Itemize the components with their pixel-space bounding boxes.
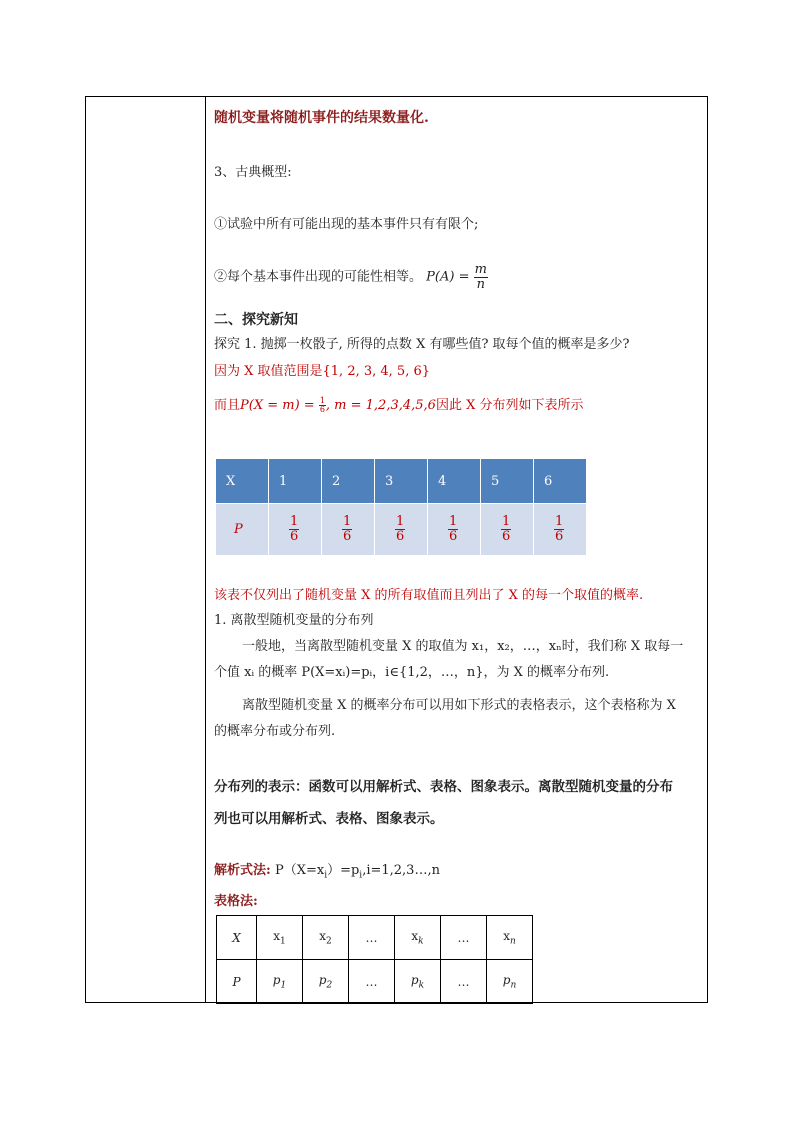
dice-head-cell: 4: [428, 459, 481, 504]
and-formula-rhs: , m = 1,2,3,4,5,6: [325, 398, 436, 413]
and-frac-num: 1: [319, 395, 325, 405]
dice-head-cell: 1: [269, 459, 322, 504]
dice-p-num: 1: [502, 514, 511, 530]
x-sub: 1: [280, 936, 286, 947]
dice-p-cell: [269, 504, 322, 556]
general-table-p-row: [217, 960, 533, 1004]
general-p-cell: …: [441, 960, 487, 1004]
p-var: p: [410, 972, 419, 987]
explore-question: 探究 1. 抛掷一枚骰子, 所得的点数 X 有哪些值? 取每个值的概率是多少?: [214, 337, 630, 352]
and-formula-lhs: P(X = m) =: [240, 398, 315, 413]
analytic-label: 解析式法:: [214, 863, 271, 878]
representation-line-2: 列也可以用解析式、表格、图象表示。: [214, 811, 444, 827]
p-sub: 2: [326, 980, 333, 991]
condition-1: ①试验中所有可能出现的基本事件只有有限个;: [214, 217, 479, 232]
general-p-cell: [303, 960, 349, 1004]
dice-p-frac: [289, 515, 299, 543]
lesson-frame: [85, 96, 708, 1003]
general-table-x-row: [217, 916, 533, 960]
dice-p-cell: [428, 504, 481, 556]
table-method-label: 表格法:: [214, 894, 258, 909]
left-column: [86, 97, 206, 1002]
dice-table-prob-row: [216, 504, 587, 556]
classical-heading: 3、古典概型:: [214, 165, 292, 180]
dice-p-frac: [395, 515, 405, 543]
dice-p-frac: [342, 515, 352, 543]
x-sub: n: [509, 936, 516, 947]
x-var: x: [319, 928, 327, 943]
formula-pa-den: n: [476, 276, 485, 292]
p-var: p: [318, 972, 327, 987]
dice-p-num: 1: [290, 514, 299, 530]
p-var: p: [272, 972, 281, 987]
general-x-cell: …: [441, 916, 487, 960]
dice-p-label: P: [216, 504, 269, 556]
dice-p-cell: [481, 504, 534, 556]
analytic-method-line: [214, 859, 440, 881]
analytic-formula: P（X=x: [274, 863, 325, 878]
dice-head-cell: 3: [375, 459, 428, 504]
p-sub: n: [510, 980, 517, 991]
p-sub: 1: [280, 980, 287, 991]
dice-p-cell: [322, 504, 375, 556]
and-frac-den: 6: [319, 405, 325, 414]
and-suffix: 因此 X 分布列如下表所示: [435, 398, 584, 413]
section-heading: 二、探究新知: [214, 312, 298, 328]
x-var: x: [273, 928, 281, 943]
dice-head-cell: 2: [322, 459, 375, 504]
analytic-sub2: i: [359, 870, 363, 881]
dice-distribution-table: [215, 458, 587, 556]
and-prefix: 而且: [214, 398, 241, 413]
x-var: x: [411, 928, 419, 943]
dice-p-frac: [501, 515, 511, 543]
general-x-cell: [257, 916, 303, 960]
dice-p-den: 6: [396, 529, 405, 544]
general-p-cell: [395, 960, 441, 1004]
general-distribution-table: [216, 915, 533, 1004]
definition-line-1: 一般地，当离散型随机变量 X 的取值为 x₁，x₂，…，xₙ时，我们称 X 取每一: [242, 639, 684, 654]
table-form-line-2: 的概率分布或分布列.: [214, 724, 336, 739]
definition-line-2: 个值 xᵢ 的概率 P(X=xᵢ)=pᵢ，i∈{1,2，…，n}，为 X 的概率分布列.: [214, 665, 610, 680]
dice-p-num: 1: [396, 514, 405, 530]
dice-p-cell: [375, 504, 428, 556]
formula-pa-lhs: P(A) =: [426, 269, 470, 285]
dice-p-num: 1: [343, 514, 352, 530]
dice-head-cell: 5: [481, 459, 534, 504]
value-range-line: 因为 X 取值范围是{1, 2, 3, 4, 5, 6}: [214, 364, 431, 379]
table-form-line-1: 离散型随机变量 X 的概率分布可以用如下形式的表格表示，这个表格称为 X: [242, 698, 676, 713]
dice-p-frac: [448, 515, 458, 543]
content-column: [214, 97, 702, 1002]
dice-table-header-row: [216, 459, 587, 504]
formula-pa-num: m: [474, 262, 487, 277]
dice-head-cell: X: [216, 459, 269, 504]
general-p-label: P: [217, 960, 257, 1004]
general-x-cell: [487, 916, 533, 960]
x-var: x: [503, 928, 510, 943]
general-p-cell: …: [349, 960, 395, 1004]
dice-p-cell: [534, 504, 587, 556]
p-sub: k: [418, 980, 425, 991]
dice-p-den: 6: [555, 529, 564, 544]
dice-p-den: 6: [449, 529, 458, 544]
x-sub: 2: [326, 936, 332, 947]
condition-2-text: ②每个基本事件出现的可能性相等。: [214, 269, 423, 285]
probability-line: [214, 394, 583, 414]
and-frac: [319, 397, 326, 415]
general-p-cell: [487, 960, 533, 1004]
dice-p-den: 6: [343, 529, 352, 544]
general-p-cell: [257, 960, 303, 1004]
formula-pa-frac: [474, 263, 488, 291]
dice-p-frac: [554, 515, 564, 543]
general-x-cell: …: [349, 916, 395, 960]
dice-p-den: 6: [290, 529, 299, 544]
dice-p-den: 6: [502, 529, 511, 544]
dice-head-cell: 6: [534, 459, 587, 504]
dice-p-num: 1: [555, 514, 564, 530]
general-x-cell: [395, 916, 441, 960]
general-x-cell: [303, 916, 349, 960]
analytic-tail: ,i=1,2,3…,n: [362, 863, 440, 878]
analytic-sub: i: [324, 870, 328, 881]
item-1-heading: 1. 离散型随机变量的分布列: [214, 613, 374, 628]
analytic-mid: ）=p: [327, 863, 360, 878]
p-var: p: [502, 972, 511, 987]
condition-2: [214, 263, 488, 291]
summary-line: 随机变量将随机事件的结果数量化.: [214, 110, 429, 126]
representation-line-1: 分布列的表示：函数可以用解析式、表格、图象表示。离散型随机变量的分布: [214, 779, 673, 795]
x-sub: k: [418, 936, 424, 947]
dice-p-num: 1: [449, 514, 458, 530]
table-note: 该表不仅列出了随机变量 X 的所有取值而且列出了 X 的每一个取值的概率.: [214, 588, 644, 603]
general-x-label: X: [217, 916, 257, 960]
